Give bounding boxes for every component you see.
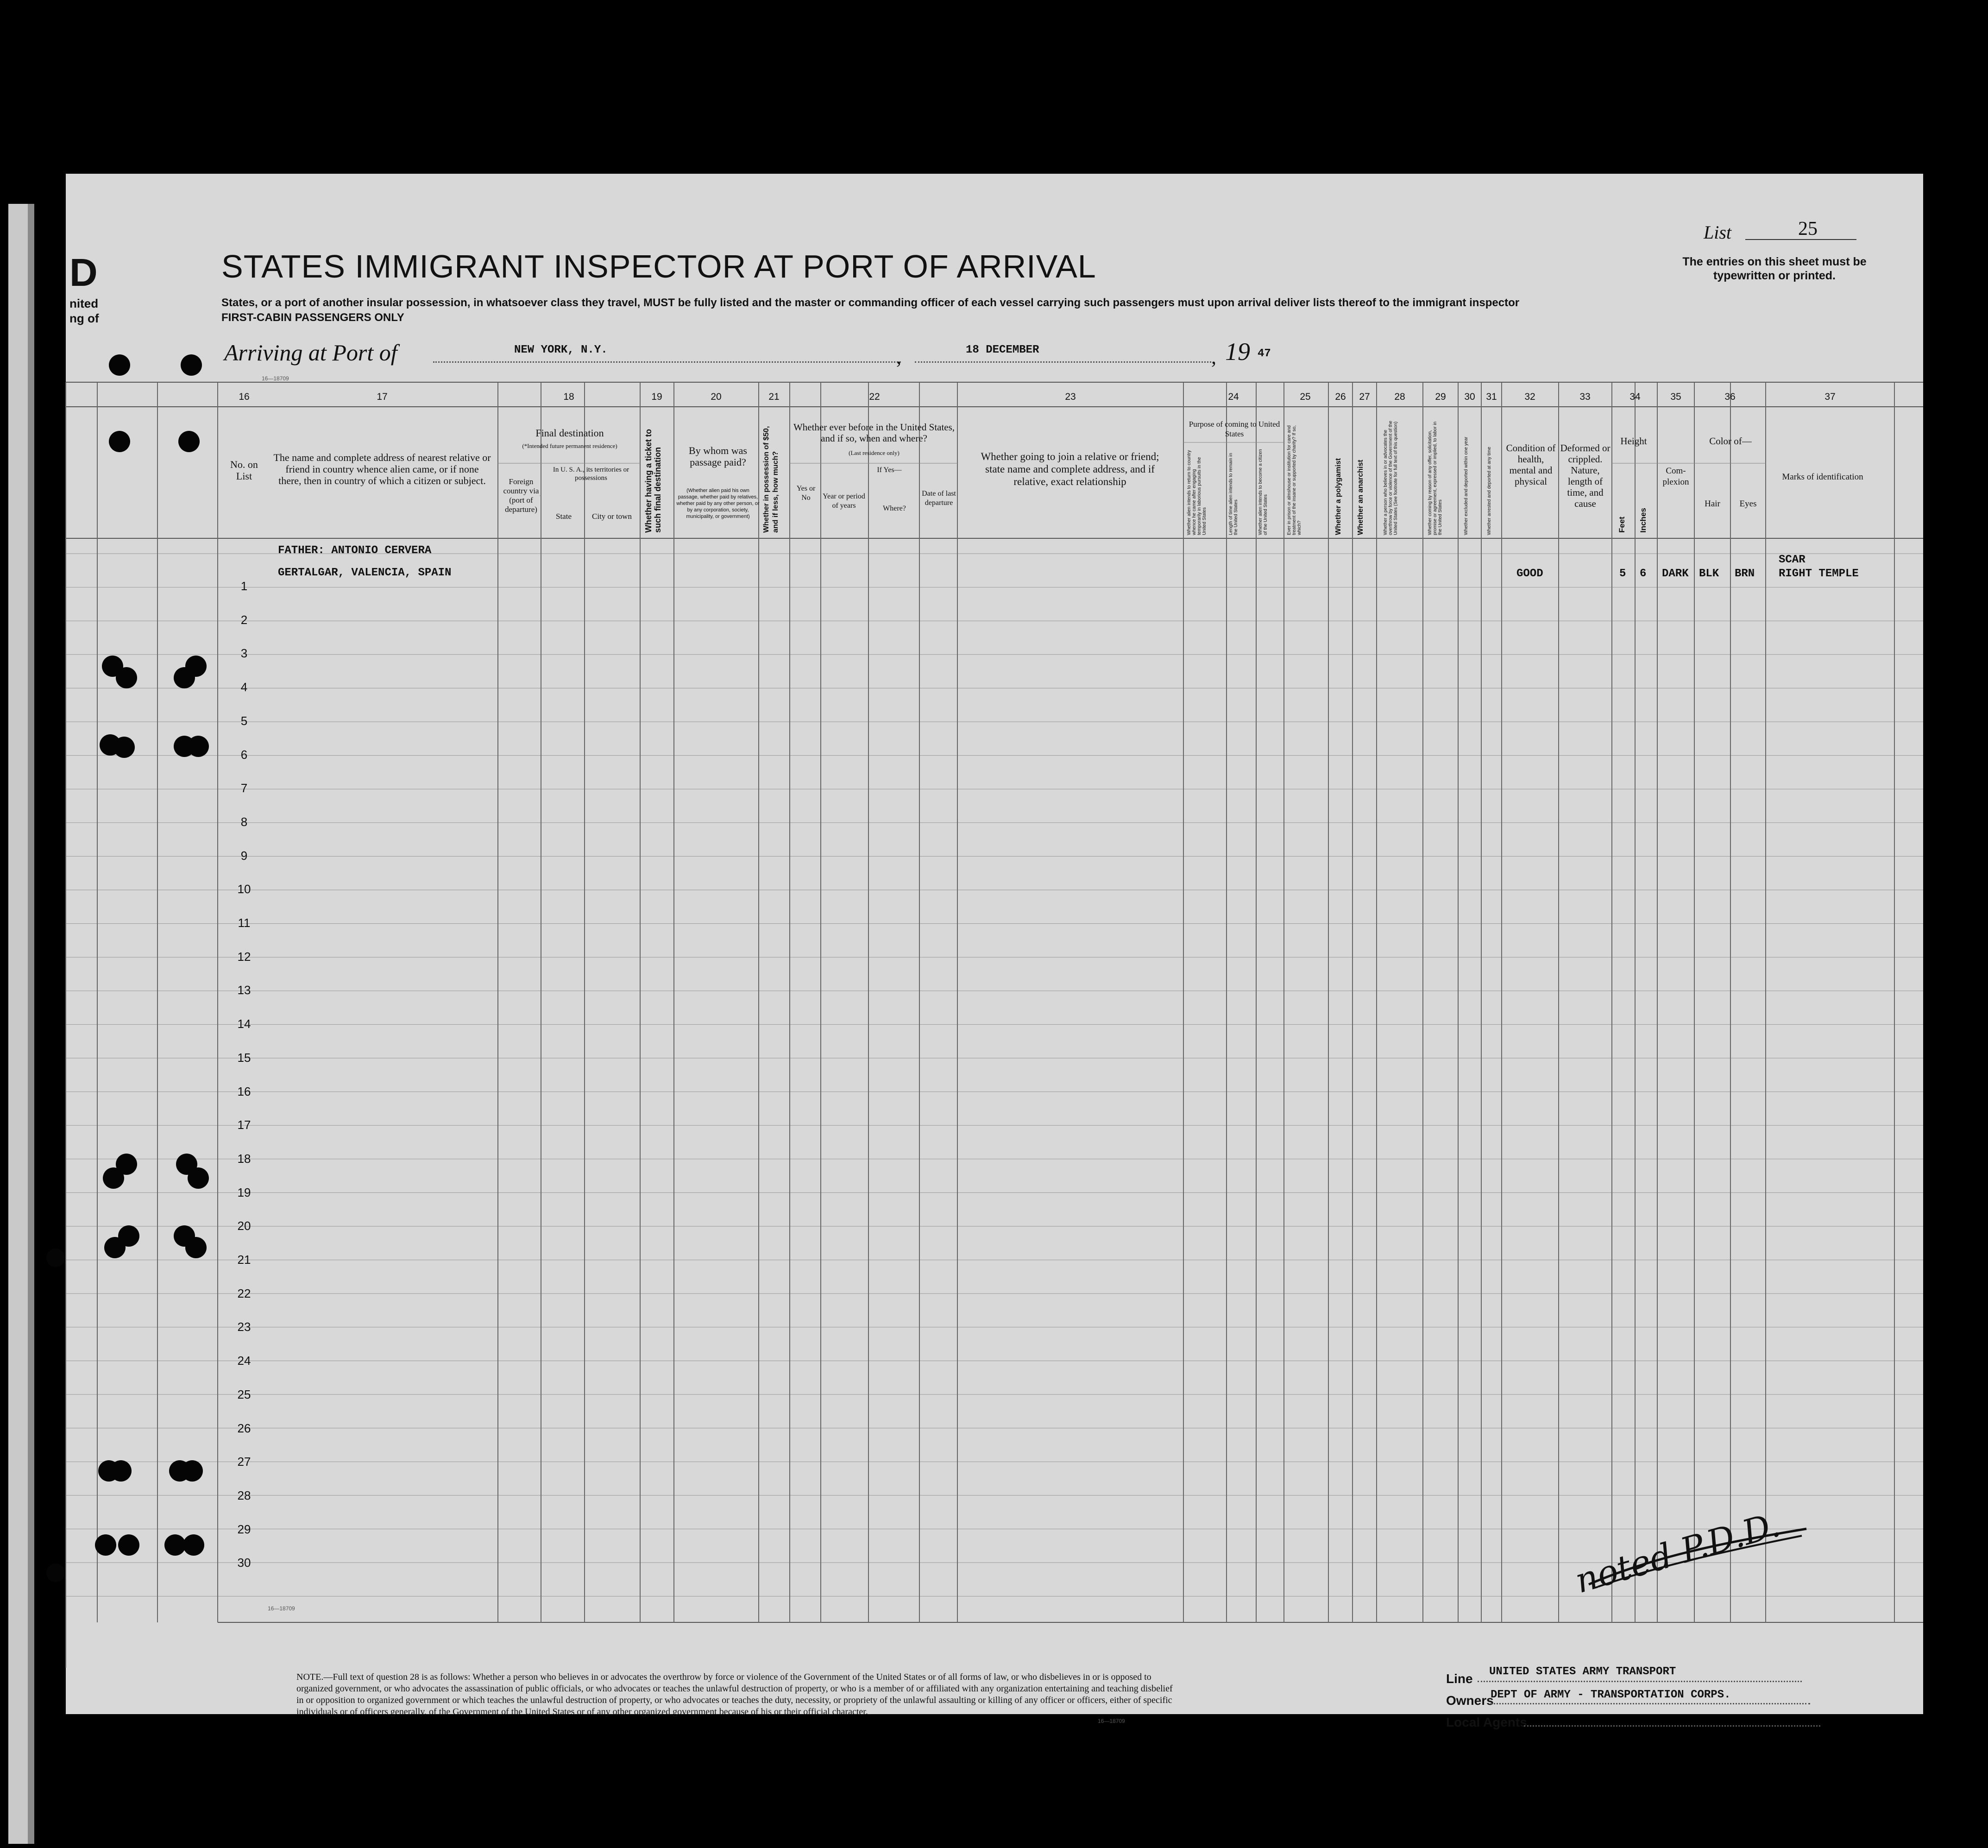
row-number: 22 xyxy=(237,1286,251,1300)
header-height: Height xyxy=(1620,435,1647,447)
row-number: 8 xyxy=(240,814,248,829)
entry-hair: BLK xyxy=(1699,568,1719,580)
row-number: 1 xyxy=(240,579,248,593)
row-number: 9 xyxy=(240,848,248,863)
entry-inches: 6 xyxy=(1640,568,1647,580)
header-in-usa: In U. S. A., its territories or possessions xyxy=(553,466,629,482)
punch-hole xyxy=(183,1534,204,1556)
punch-hole xyxy=(109,354,130,376)
header-final-destination: Final destination xyxy=(535,427,604,439)
list-number: 25 xyxy=(1798,218,1818,240)
column-number: 18 xyxy=(563,391,574,402)
column-number: 24 xyxy=(1228,391,1239,402)
column-number: 32 xyxy=(1524,391,1535,402)
column-number: 22 xyxy=(869,391,880,402)
header-before-in-us: Whether ever before in the United States, and if so, when and where? xyxy=(793,422,955,444)
header-eyes: Eyes xyxy=(1739,499,1757,509)
header-possession: Whether in possession of $50, and if less, how much? xyxy=(762,426,780,533)
header-final-destination-note: (*Intended future permanent residence) xyxy=(522,442,617,449)
header-where: Where? xyxy=(883,505,906,512)
header-purpose-a: Whether alien intends to return to country whence he came after engaging temporarily in laborious pursuits in the United States xyxy=(1187,450,1207,535)
owners-value: DEPT OF ARMY - TRANSPORTATION CORPS. xyxy=(1491,1689,1731,1701)
left-fragment-2: ng of xyxy=(69,311,99,325)
column-number: 37 xyxy=(1824,391,1836,402)
left-letter-fragment: D xyxy=(69,251,98,294)
row-number: 12 xyxy=(237,949,251,964)
entry-marks-line2: RIGHT TEMPLE xyxy=(1779,568,1859,580)
row-number: 26 xyxy=(237,1421,251,1435)
row-number: 6 xyxy=(240,747,248,762)
row-number: 10 xyxy=(237,882,251,896)
entry-marks-line1: SCAR xyxy=(1779,554,1806,566)
line-label: Line xyxy=(1446,1671,1473,1686)
header-anarchist: Whether an anarchist xyxy=(1357,460,1365,535)
row-number: 15 xyxy=(237,1050,251,1065)
punch-hole xyxy=(103,1167,124,1189)
entries-note: The entries on this sheet must be typewritten or printed. xyxy=(1682,255,1867,282)
entry-complexion: DARK xyxy=(1662,568,1689,580)
row-number: 30 xyxy=(237,1556,251,1570)
column-number: 29 xyxy=(1435,391,1446,402)
header-purpose: Purpose of coming to United States xyxy=(1189,420,1280,438)
row-number: 11 xyxy=(238,916,251,930)
row-number: 14 xyxy=(237,1017,251,1031)
header-date-last: Date of last departure xyxy=(922,490,956,507)
row-number: 4 xyxy=(240,680,248,694)
header-purpose-c: Whether alien intends to become a citizen of the United States xyxy=(1258,449,1268,535)
subtitle-class: FIRST-CABIN PASSENGERS ONLY xyxy=(221,311,404,324)
header-inches: Inches xyxy=(1639,508,1648,533)
arriving-label: Arriving at Port of xyxy=(224,340,397,366)
row-number: 27 xyxy=(237,1455,251,1469)
punch-hole xyxy=(104,1237,126,1258)
entry-condition: GOOD xyxy=(1516,568,1543,580)
form-number-bottom: 16—18709 xyxy=(268,1605,295,1612)
header-joining: Whether going to join a relative or friend; state name and complete address, and if relative, exact relationship xyxy=(981,451,1159,487)
header-q30: Whether excluded and deported within one year xyxy=(1464,436,1469,535)
header-yes-no: Yes or No xyxy=(796,485,816,502)
entry-relative-line2: GERTALGAR, VALENCIA, SPAIN xyxy=(278,567,452,579)
header-if-yes: If Yes— xyxy=(877,466,902,474)
header-complexion: Com-plexion xyxy=(1662,466,1689,487)
row-number: 13 xyxy=(237,983,251,997)
owners-label: Owners xyxy=(1446,1693,1494,1708)
header-by-whom: By whom was passage paid? xyxy=(689,445,747,468)
header-state: State xyxy=(556,512,572,521)
header-q31: Whether arrested and deported at any time xyxy=(1487,447,1492,535)
header-q28: Whether a person who believes in or advocates the overthrow by force or violence of the Government of the United States (See footnote for full text of this question) xyxy=(1383,421,1398,535)
row-number: 28 xyxy=(237,1488,251,1502)
header-no-on-list: No. on List xyxy=(230,459,258,482)
row-number: 5 xyxy=(240,713,248,728)
entry-relative-line1: FATHER: ANTONIO CERVERA xyxy=(278,544,432,557)
agents-dots xyxy=(1524,1725,1820,1727)
column-number: 30 xyxy=(1464,391,1475,402)
form-number-footer: 16—18709 xyxy=(1098,1718,1125,1724)
local-agents-label: Local Agents xyxy=(1446,1715,1527,1729)
row-number: 20 xyxy=(237,1219,251,1233)
list-label: List xyxy=(1704,222,1732,243)
header-purpose-b: Length of time alien intends to remain in the United States xyxy=(1228,453,1239,535)
punch-hole xyxy=(109,431,130,452)
column-number: 36 xyxy=(1724,391,1736,402)
header-deformed: Deformed or crippled. Nature, length of time, and cause xyxy=(1560,442,1611,509)
punch-hole xyxy=(118,1534,139,1556)
header-polygamist: Whether a polygamist xyxy=(1334,458,1342,535)
row-number: 21 xyxy=(237,1253,251,1267)
punch-hole xyxy=(178,431,200,452)
line-value: UNITED STATES ARMY TRANSPORT xyxy=(1489,1665,1676,1678)
punch-hole xyxy=(110,1460,132,1482)
punch-hole xyxy=(95,1534,116,1556)
punch-hole xyxy=(182,1460,203,1482)
column-number: 25 xyxy=(1300,391,1311,402)
punch-hole xyxy=(46,1564,65,1582)
column-number: 26 xyxy=(1335,391,1346,402)
column-number: 19 xyxy=(651,391,662,402)
header-hair: Hair xyxy=(1705,499,1720,509)
comma-2: , xyxy=(1211,346,1216,368)
header-condition: Condition of health, mental and physical xyxy=(1506,442,1556,487)
column-number: 35 xyxy=(1670,391,1681,402)
column-number: 20 xyxy=(711,391,722,402)
row-number: 25 xyxy=(237,1387,251,1401)
row-number: 2 xyxy=(240,612,248,627)
comma-1: , xyxy=(896,346,901,368)
column-number: 16 xyxy=(239,391,250,402)
row-number: 16 xyxy=(237,1084,251,1098)
handwritten-strike xyxy=(1584,1524,1825,1617)
year-prefix: 19 xyxy=(1225,338,1250,366)
page-title: STATES IMMIGRANT INSPECTOR AT PORT OF ARRIVAL xyxy=(221,248,1096,284)
row-number: 19 xyxy=(237,1185,251,1199)
port-value: NEW YORK, N.Y. xyxy=(514,344,608,356)
row-number: 23 xyxy=(237,1320,251,1334)
entry-eyes: BRN xyxy=(1735,568,1755,580)
punch-hole xyxy=(113,737,135,758)
left-fragment-1: nited xyxy=(69,296,99,310)
punch-hole xyxy=(188,736,209,757)
header-before-note: (Last residence only) xyxy=(849,449,900,456)
year-suffix: 47 xyxy=(1258,347,1271,360)
header-q29: Whether coming by reason of any offer, solicitation, promise or agreement, expressed or implied, to labor in the United States xyxy=(1428,421,1443,535)
punch-hole xyxy=(116,667,137,688)
entry-feet: 5 xyxy=(1619,568,1626,580)
header-marks: Marks of identification xyxy=(1782,472,1863,482)
column-number: 33 xyxy=(1579,391,1591,402)
date-value: 18 DECEMBER xyxy=(966,344,1039,356)
header-feet: Feet xyxy=(1617,517,1626,533)
column-number: 17 xyxy=(377,391,388,402)
form-number-top: 16—18709 xyxy=(262,375,289,382)
punch-hole xyxy=(185,1237,207,1258)
column-number: 21 xyxy=(768,391,780,402)
row-number: 24 xyxy=(237,1354,251,1368)
punch-hole xyxy=(188,1167,209,1189)
footnote-question-28: NOTE.—Full text of question 28 is as follows: Whether a person who believes in or advocates the overthrow by force or violence of the Government of the United States or of all forms of law, or who disbelieves in or is opposed to organized government, or who advocates the assassination of public officials, or who advocates or teaches the unlawful destruction of property, or who is a member of or affiliated with any organization entertaining and teaching disbelief in or opposition to organized government or which teaches the unlawful destruction of property, or who advocates or teaches the duty, necessity, or propriety of the unlawful assaulting or killing of any officer or officers, either of specific individuals or of officers generally, of the Government of the United States or of any other organized government because of his or their official character. xyxy=(296,1672,1173,1717)
punch-hole xyxy=(46,1249,65,1267)
header-ticket: Whether having a ticket to such final destination xyxy=(644,429,662,533)
row-number: 3 xyxy=(240,646,248,661)
header-year-period: Year or period of years xyxy=(823,492,865,510)
header-city: City or town xyxy=(592,512,632,521)
header-color-of: Color of— xyxy=(1709,435,1752,447)
handwritten-annotation: noted P.D.D. xyxy=(1571,1504,1785,1601)
row-number: 29 xyxy=(237,1522,251,1536)
owners-dots xyxy=(1491,1703,1810,1704)
line-dots xyxy=(1478,1681,1802,1682)
subtitle-instructions: States, or a port of another insular possession, in whatsoever class they travel, MUST be fully listed and the master or commanding officer of each vessel carrying such passengers must upon arrival deliver lists thereof to the immigrant inspector xyxy=(221,296,1520,309)
column-number: 34 xyxy=(1629,391,1641,402)
row-number: 17 xyxy=(237,1118,251,1132)
header-relative: The name and complete address of nearest relative or friend in country whence alien came, or if none there, then in country of which a citizen or subject. xyxy=(273,452,491,486)
column-number: 27 xyxy=(1359,391,1370,402)
row-number: 18 xyxy=(237,1151,251,1166)
column-number: 28 xyxy=(1394,391,1405,402)
column-number: 31 xyxy=(1486,391,1497,402)
header-foreign-country: Foreign country via (port of departure) xyxy=(503,477,539,514)
header-prison: Ever in prison or almshouse or institution for care and treatment of the insane or supported by charity? If so, which? xyxy=(1287,425,1302,535)
punch-hole xyxy=(181,354,202,376)
header-by-whom-note: (Whether alien paid his own passage, whether paid by relatives, whether paid by any other person, or by any corporation, society, municipality, or government) xyxy=(676,488,760,519)
column-number: 23 xyxy=(1065,391,1076,402)
row-number: 7 xyxy=(240,781,248,795)
punch-hole xyxy=(174,667,195,688)
